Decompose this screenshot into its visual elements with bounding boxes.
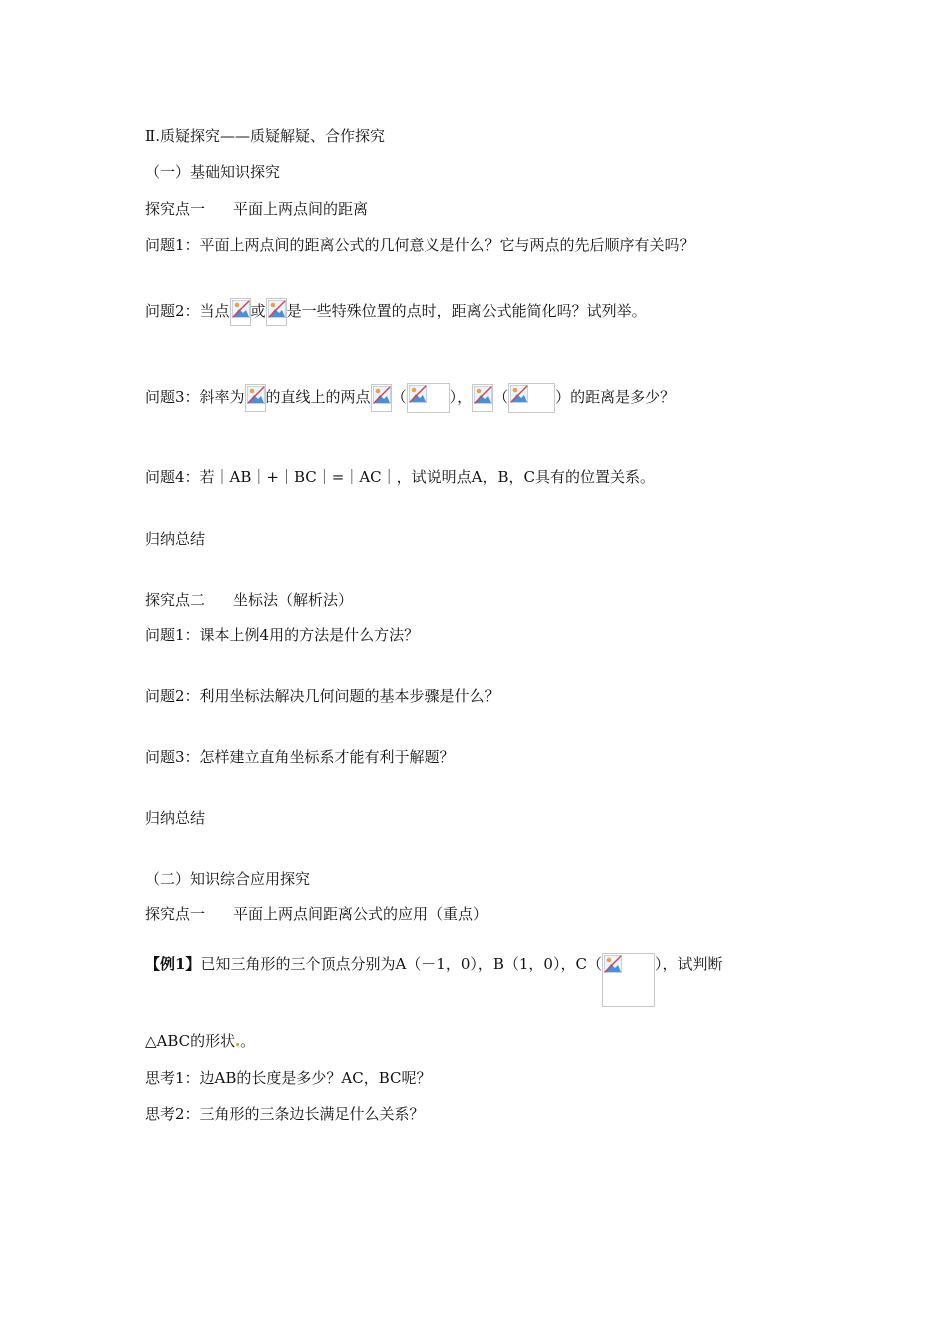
point2-question-3: 问题3：怎样建立直角坐标系才能有利于解题？	[145, 748, 455, 766]
broken-image-icon	[371, 384, 392, 412]
marker-dot	[236, 1043, 239, 1046]
point1-heading	[145, 198, 368, 220]
think-2: 思考2：三角形的三条边长满足什么关系？	[145, 1105, 425, 1123]
part1-heading: （一）基础知识探究	[145, 163, 281, 181]
question-3: 问题3：斜率为 的直线上的两点 （ ）， （ ）的距离是多少？	[145, 383, 675, 413]
broken-image-icon	[245, 384, 266, 412]
broken-image-icon	[508, 383, 555, 413]
question-1: 问题1：平面上两点间的距离公式的几何意义是什么？它与两点的先后顺序有关吗？	[145, 236, 695, 254]
broken-image-icon	[407, 383, 450, 413]
broken-image-icon	[230, 298, 251, 326]
part2-point1-heading: 探究点一 平面上两点间距离公式的应用（重点）	[145, 905, 489, 923]
point2-question-1: 问题1：课本上例4用的方法是什么方法？	[145, 626, 420, 644]
point-label: 探究点一	[145, 200, 206, 218]
point-title: 平面上两点间的距离	[233, 200, 369, 218]
think-1: 思考1：边AB的长度是多少？AC，BC呢？	[145, 1069, 432, 1087]
question-4: 问题4：若｜AB｜+｜BC｜=｜AC｜，试说明点A，B，C具有的位置关系。	[145, 468, 655, 486]
section-title: Ⅱ.质疑探究——质疑解疑、合作探究	[145, 127, 385, 145]
part2-heading: （二）知识综合应用探究	[145, 870, 311, 888]
example-1: 【例1】已知三角形的三个顶点分别为A（－1，0），B（1，0），C（ ），试判断	[145, 953, 722, 1007]
summary-2: 归纳总结	[145, 809, 206, 827]
example-tag: 【例1】	[145, 955, 201, 973]
broken-image-icon	[602, 953, 655, 1007]
summary-1: 归纳总结	[145, 530, 206, 548]
example-1-cont: △ABC的形状 。	[145, 1032, 256, 1050]
point2-heading: 探究点二 坐标法（解析法）	[145, 591, 354, 609]
broken-image-icon	[472, 384, 493, 412]
broken-image-icon	[266, 298, 287, 326]
point2-question-2: 问题2：利用坐标法解决几何问题的基本步骤是什么？	[145, 687, 500, 705]
question-2: 问题2：当点 或 是一些特殊位置的点时，距离公式能简化吗？试列举。	[145, 298, 647, 326]
